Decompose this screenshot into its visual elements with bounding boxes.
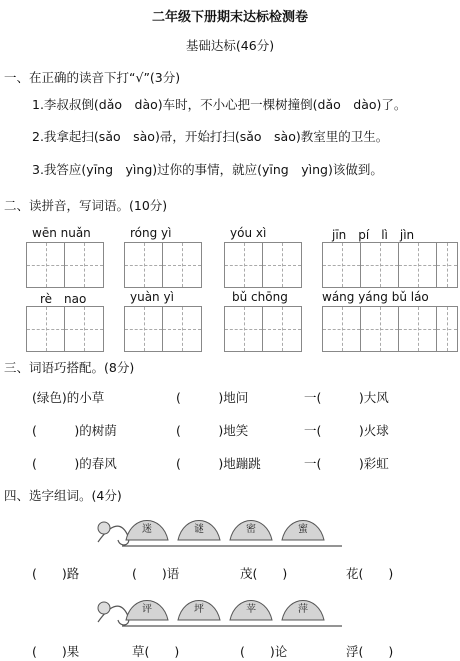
match-3-2: ( )地蹦跳 (176, 456, 261, 471)
paper-subtitle: 基础达标(46分) (185, 38, 275, 53)
match-3-3: 一( )彩虹 (304, 456, 389, 471)
section1-item-2: 2.我拿起扫(sǎo sào)帚，开始打扫(sǎo sào)教室里的卫生。 (32, 129, 389, 144)
match-1-1: (绿色)的小草 (32, 390, 105, 405)
char-option-1: 迷 (142, 524, 152, 535)
char-option-5: 评 (142, 604, 152, 615)
blank-1-2: ( )语 (132, 566, 180, 581)
writing-grid-6[interactable] (124, 306, 202, 352)
char-option-6: 坪 (194, 604, 204, 615)
writing-grid-4[interactable] (322, 242, 458, 288)
blank-2-1: ( )果 (32, 644, 80, 659)
match-2-3: 一( )火球 (304, 423, 389, 438)
char-option-3: 密 (246, 524, 256, 535)
char-option-7: 苹 (246, 604, 256, 615)
match-3-1: ( )的春风 (32, 456, 117, 471)
writing-grid-3[interactable] (224, 242, 302, 288)
writing-grid-8[interactable] (322, 306, 458, 352)
writing-grid-5[interactable] (26, 306, 104, 352)
pinyin-6: yuàn yì (130, 290, 174, 304)
char-option-8: 萍 (298, 604, 308, 615)
section1-heading: 一、在正确的读音下打“√”(3分) (4, 70, 181, 85)
pinyin-1: wēn nuǎn (32, 226, 91, 240)
pinyin-4: jīn pí lì jìn (332, 228, 415, 242)
match-1-2: ( )地问 (176, 390, 249, 405)
paper-title: 二年级下册期末达标检测卷 (151, 10, 308, 25)
section1-item-1: 1.李叔叔倒(dǎo dào)车时，不小心把一棵树撞倒(dǎo dào)了。 (32, 97, 407, 112)
blank-1-4: 花( ) (346, 566, 394, 581)
writing-grid-1[interactable] (26, 242, 104, 288)
section1-item-3: 3.我答应(yīng yìng)过你的事情，就应(yīng yìng)该做到。 (32, 162, 383, 177)
blank-1-1: ( )路 (32, 566, 80, 581)
blank-2-2: 草( ) (132, 644, 180, 659)
pinyin-7: bǔ chōng (232, 290, 288, 304)
pinyin-3: yóu xì (230, 226, 267, 240)
blank-1-3: 茂( ) (240, 566, 288, 581)
pinyin-8: wáng yáng bǔ láo (322, 290, 429, 304)
char-option-2: 谜 (194, 524, 204, 535)
section4-heading: 四、选字组词。(4分) (4, 488, 122, 503)
blank-2-3: ( )论 (240, 644, 288, 659)
writing-grid-2[interactable] (124, 242, 202, 288)
match-2-1: ( )的树荫 (32, 423, 117, 438)
pinyin-2: róng yì (130, 226, 172, 240)
section2-heading: 二、读拼音，写词语。(10分) (4, 198, 168, 213)
blank-2-4: 浮( ) (346, 644, 394, 659)
flower-decoration-1 (92, 512, 352, 552)
pinyin-5: rè nao (40, 292, 87, 306)
char-option-4: 蜜 (298, 524, 308, 535)
flower-decoration-2 (92, 592, 352, 632)
writing-grid-7[interactable] (224, 306, 302, 352)
match-2-2: ( )地笑 (176, 423, 249, 438)
section3-heading: 三、词语巧搭配。(8分) (4, 360, 135, 375)
match-1-3: 一( )大风 (304, 390, 389, 405)
